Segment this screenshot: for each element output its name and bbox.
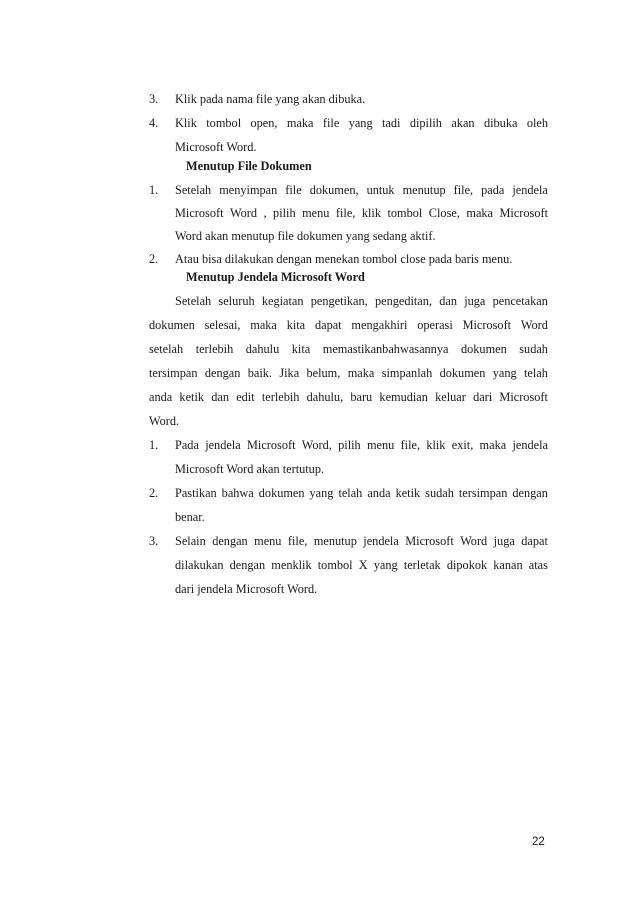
word: anda	[367, 486, 391, 500]
list-item-text	[175, 114, 548, 132]
word: maka	[286, 116, 314, 130]
list-item-text	[175, 484, 548, 502]
word: Microsoft	[175, 206, 224, 220]
word: ,	[263, 206, 267, 220]
word: yang	[492, 366, 517, 380]
list-item-text: benar.	[175, 510, 205, 524]
word: dahulu,	[306, 390, 344, 404]
word: kegiatan	[261, 294, 304, 308]
word: dokumen,	[309, 183, 359, 197]
word: untuk	[366, 183, 395, 197]
paragraph-line	[149, 364, 548, 382]
word: dengan	[512, 486, 548, 500]
word: klik	[426, 438, 446, 452]
word: pencetakan	[492, 294, 548, 308]
word: kanan	[493, 558, 523, 572]
word: sudah	[519, 342, 548, 356]
word: tombol	[317, 558, 353, 572]
word: dilakukan	[175, 558, 224, 572]
list-number: 3.	[149, 92, 159, 106]
list-item-text: Word akan menutup file dokumen yang sedang aktif.	[175, 229, 436, 243]
word: juga	[493, 534, 515, 548]
list-number: 2.	[149, 252, 159, 266]
word: edit	[236, 390, 255, 404]
word: exit,	[451, 438, 474, 452]
section-heading: Menutup File Dokumen	[186, 159, 312, 173]
word: terlebih	[261, 390, 300, 404]
word: Microsoft	[499, 206, 548, 220]
list-number: 1.	[149, 438, 159, 452]
word: dokumen	[149, 318, 195, 332]
page-number: 22	[532, 836, 545, 848]
list-item-text	[175, 181, 548, 199]
list-item-text: Atau bisa dilakukan dengan menekan tombol close pada baris menu.	[175, 252, 513, 266]
word: maka	[347, 366, 375, 380]
word: anda	[149, 390, 173, 404]
word: Microsoft	[462, 318, 512, 332]
word: Pada	[175, 438, 199, 452]
word: pilih	[273, 206, 296, 220]
word: menu	[254, 534, 282, 548]
word: yang	[348, 116, 373, 130]
list-item-text	[175, 556, 548, 574]
word: atas	[528, 558, 548, 572]
word: jendela	[363, 534, 399, 548]
word: menyimpan	[219, 183, 278, 197]
word: pengeditan,	[374, 294, 432, 308]
word: menu	[366, 438, 395, 452]
word: dengan	[229, 558, 266, 572]
word: tombol	[387, 206, 423, 220]
word: menutup	[402, 183, 446, 197]
list-item-text	[175, 436, 548, 454]
word: Setelah	[175, 183, 212, 197]
word: dapat	[521, 534, 548, 548]
word: simpanlah	[381, 366, 433, 380]
word: dipokok	[446, 558, 488, 572]
word: Close,	[428, 206, 460, 220]
word: dahulu	[245, 342, 280, 356]
word: Word,	[301, 438, 332, 452]
word: operasi	[417, 318, 453, 332]
word: dokumen	[258, 486, 305, 500]
word: Microsoft	[499, 390, 548, 404]
list-number: 1.	[149, 183, 159, 197]
word: ketik	[179, 390, 205, 404]
word: Klik	[175, 116, 197, 130]
word: juga	[464, 294, 486, 308]
word: dipilih	[409, 116, 442, 130]
list-item-text: Klik pada nama file yang akan dibuka.	[175, 92, 366, 106]
word: yang	[373, 558, 398, 572]
paragraph-line	[149, 316, 548, 334]
list-item-text: Microsoft Word akan tertutup.	[175, 462, 325, 476]
paragraph-line	[175, 292, 548, 310]
word: file	[285, 183, 302, 197]
list-item-text: Microsoft Word.	[175, 140, 257, 154]
word: bahwa	[221, 486, 254, 500]
word: pengetikan,	[310, 294, 368, 308]
word: pada	[481, 183, 505, 197]
word: terletak	[403, 558, 441, 572]
word: dan	[439, 294, 457, 308]
word: Selain	[175, 534, 206, 548]
word: maka	[466, 206, 494, 220]
word: kemudian	[379, 390, 428, 404]
word: tombol	[206, 116, 242, 130]
word: Pastikan	[175, 486, 217, 500]
list-number: 4.	[149, 116, 159, 130]
list-item-text: dari jendela Microsoft Word.	[175, 582, 318, 596]
word: kita	[291, 342, 311, 356]
paragraph-line	[149, 388, 548, 406]
word: menu	[302, 206, 330, 220]
word: oleh	[526, 116, 548, 130]
word: terlebih	[195, 342, 234, 356]
word: file,	[453, 183, 474, 197]
word: setelah	[149, 342, 184, 356]
paragraph-line: Word.	[149, 414, 180, 428]
word: baik.	[247, 366, 272, 380]
word: Word	[229, 206, 257, 220]
word: tersimpan	[149, 366, 198, 380]
word: maka	[250, 318, 277, 332]
word: pilih	[338, 438, 361, 452]
word: Setelah	[175, 294, 212, 308]
word: file,	[400, 438, 421, 452]
word: selesai,	[204, 318, 241, 332]
word: seluruh	[218, 294, 255, 308]
word: tersimpan	[458, 486, 508, 500]
word: jendela	[512, 183, 548, 197]
word: ketik	[395, 486, 421, 500]
word: belum,	[306, 366, 341, 380]
word: file,	[287, 534, 308, 548]
word: jendela	[205, 438, 241, 452]
word: menutup	[313, 534, 357, 548]
word: telah	[523, 366, 548, 380]
word: Word	[520, 318, 548, 332]
word: baru	[350, 390, 373, 404]
word: klik	[361, 206, 381, 220]
word: jendela	[512, 438, 548, 452]
word: X	[358, 558, 368, 572]
list-number: 3.	[149, 534, 159, 548]
word: dibuka	[483, 116, 518, 130]
word: tadi	[381, 116, 401, 130]
word: file,	[335, 206, 356, 220]
word: kita	[286, 318, 306, 332]
word: dari	[473, 390, 493, 404]
list-item-text	[175, 532, 548, 550]
word: telah	[338, 486, 363, 500]
word: mengakhiri	[351, 318, 408, 332]
word: Word	[460, 534, 488, 548]
list-item-text	[175, 204, 548, 222]
word: open,	[250, 116, 278, 130]
word: dapat	[314, 318, 342, 332]
word: Jika	[279, 366, 300, 380]
section-heading: Menutup Jendela Microsoft Word	[186, 270, 365, 284]
word: dokumen	[439, 366, 486, 380]
word: file	[322, 116, 340, 130]
word: menklik	[271, 558, 312, 572]
word: Microsoft	[405, 534, 454, 548]
word: dengan	[204, 366, 241, 380]
word: akan	[451, 116, 475, 130]
word: dengan	[212, 534, 248, 548]
list-number: 2.	[149, 486, 159, 500]
word: dan	[211, 390, 229, 404]
word: yang	[309, 486, 334, 500]
word: memastikanbahwasannya	[322, 342, 449, 356]
word: maka	[479, 438, 507, 452]
word: dokumen	[460, 342, 507, 356]
word: sudah	[425, 486, 454, 500]
word: keluar	[435, 390, 466, 404]
word: Microsoft	[246, 438, 296, 452]
paragraph-line	[149, 340, 548, 358]
